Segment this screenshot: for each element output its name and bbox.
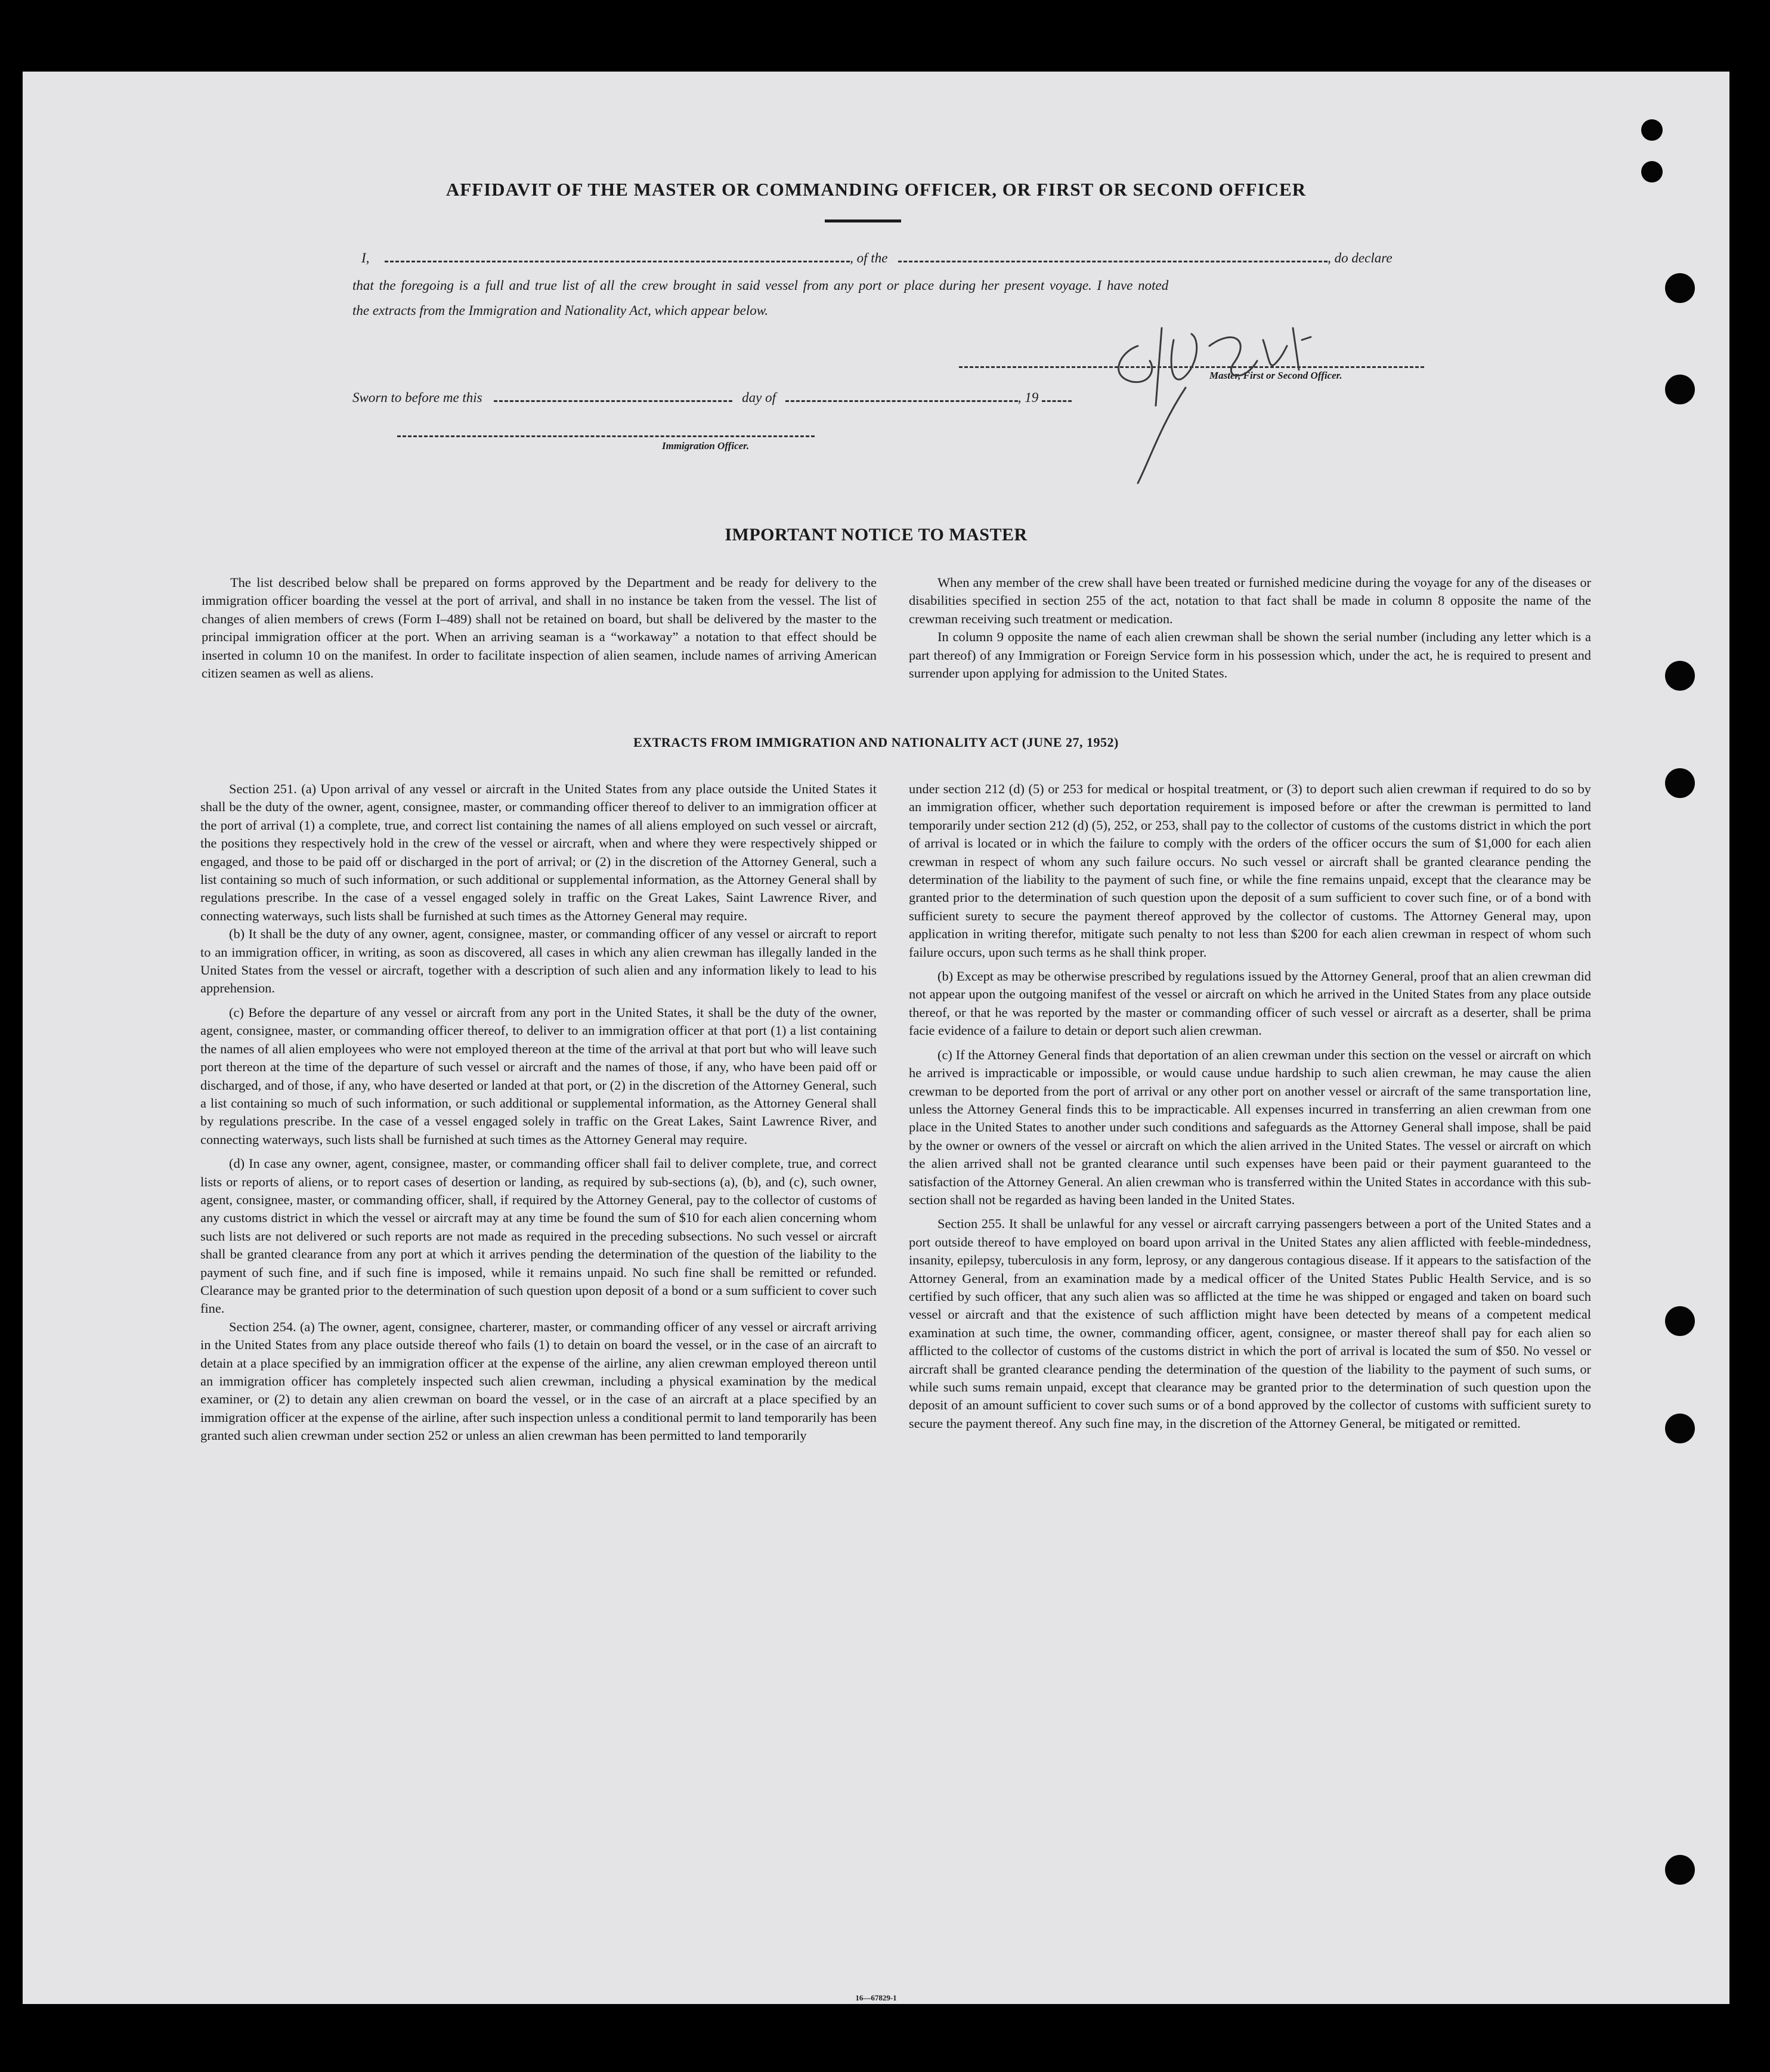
extract-paragraph: Section 255. It shall be unlawful for any vessel or aircraft carrying passengers between a port of the United States and a port outside thereof to have employed on board upon arrival in the United States any alien afflicted with feeble-mindedness, insanity, epilepsy, tuberculosis in any form, leprosy, or any dangerous contagious disease. If it appears to the satisfaction of the Attorney General, from an examination made by a medical officer of the United States Public Health Service, and is so certified by such officer, that any such alien was so afflicted at the time he was shipped or engaged and taken on board such vessel or aircraft and that the existence of such affliction might have been detected by means of a competent medical examination at such time, the owner, commanding officer, agent, consignee, or master thereof shall pay for each alien so afflicted to the collector of customs of the customs district in which the port of arrival is located the sum of $50. No vessel or aircraft shall be granted clearance pending the determination of the question of the liability to the payment of such sums, or while such sums remain unpaid, except that clearance may be granted prior to the determination of such question upon the deposit of an amount sufficient to cover such sums or of a bond approved by the collector of customs with sufficient surety to secure the payment thereof. Any such fine may, in the discretion of the Attorney General, be mitigated or remitted. [909,1216,1591,1431]
sworn-year-field[interactable] [1042,393,1072,402]
form-number: 16—67829-1 [855,1993,897,2002]
extracts-right-column [909,780,1591,1439]
title-divider [825,219,901,222]
year-label: , 19 [1017,390,1039,405]
notice-right-column [909,574,1591,688]
vessel-name-field[interactable] [898,253,1328,262]
extract-paragraph: (c) If the Attorney General finds that deportation of an alien crewman under this section on the vessel or aircraft on which he arrived is impracticable or impossible, or would cause undue hardship to such alien crewman, he may cause the alien crewman to be deported from the port of arrival or any other port on another vessel or aircraft of the same transportation line, unless the Attorney General finds this to be impracticable. All expenses incurred in transferring an alien crewman from one place in the United States to another under such conditions and safeguards as the Attorney General shall impose, shall be paid by the owner or owners of the vessel or aircraft on which the alien arrived in the United States. The vessel or aircraft on which the alien arrived shall not be granted clearance until such expenses have been paid or their payment guaranteed to the satisfaction of the Attorney General. An alien crewman who is transferred within the United States in accordance with this sub-section shall not be regarded as having been landed in the United States. [909,1047,1591,1207]
declarant-label: I, [361,251,370,265]
extracts-title: EXTRACTS FROM IMMIGRATION AND NATIONALITY ACT (JUNE 27, 1952) [633,735,1119,750]
extract-paragraph: Section 254. (a) The owner, agent, consignee, charterer, master, or commanding officer of any vessel or aircraft arriving in the United States from any place outside thereof who fails (1) to detain on board the vessel, or in the case of an aircraft to detain at a place specified by an immigration officer at the expense of the airline, any alien crewman employed thereon until an immigration officer has completely inspected such alien crewman, including a physical examination by the medical examiner, or (2) to detain any alien crewman on board the vessel, or in the case of an aircraft at a place specified by an immigration officer at the expense of the airline, after such inspection unless a conditional permit to land temporarily has been granted such alien crewman under section 252 or unless an alien crewman has been permitted to land temporarily [200,1319,877,1443]
binder-hole [1665,768,1695,798]
extract-paragraph: (d) In case any owner, agent, consignee, master, or commanding officer shall fail to deliver complete, true, and correct lists or reports of aliens, or to report cases of desertion or landing, as required by sub-sections (a), (b), and (c), such owner, agent, consignee, master, or commanding officer, shall, if required by the Attorney General, pay to the collector of customs of any customs district in which the vessel or aircraft may at any time be found the sum of $10 for each alien concerning whom such lists are not delivered or such reports are not made as required in the preceding subsections. No such vessel or aircraft shall be granted clearance from any port at which it arrives pending the determination of the question of the liability to the payment of such fine, and if such fine is imposed, while it remains unpaid. No such fine shall be remitted or refunded. Clearance may be granted prior to the determination of such question upon deposit of a bond or a sum sufficient to cover such fine. [200,1156,877,1316]
declaration-line [361,245,1393,272]
binder-hole [1641,119,1663,141]
master-caption: Master, First or Second Officer. [1209,370,1342,381]
day-of-label: day of [742,390,776,405]
sworn-month-field[interactable] [785,393,1018,402]
declare-label: , do declare [1328,251,1393,265]
declaration-text-line-2: that the foregoing is a full and true list of all the crew brought in said vessel from any port or place during her present voyage. I have noted [352,278,1169,293]
extract-paragraph: Section 251. (a) Upon arrival of any vessel or aircraft in the United States from any place outside the United States it shall be the duty of the owner, agent, consignee, master, or commanding officer thereof to deliver to an immigration officer at the port of arrival (1) a complete, true, and correct list containing the names of all aliens employed on such vessel or aircraft, the positions they respectively hold in the crew of the vessel or aircraft, when and where they were respectively shipped or engaged, and those to be paid off or discharged in the port of arrival; or (2) in the discretion of the Attorney General, such a list containing so much of such information, or such additional or supplemental information, as the Attorney General shall by regulations prescribe. In the case of a vessel engaged solely in traffic on the Great Lakes, Saint Lawrence River, and connecting waterways, such lists shall be furnished at such times as the Attorney General may require. [200,781,877,923]
notice-paragraph: In column 9 opposite the name of each alien crewman shall be shown the serial number (including any letter which is a part thereof) of any Immigration or Foreign Service form in his possession which, under the act, he is required to present and surrender upon applying for admission to the United States. [909,629,1591,681]
binder-hole [1665,1855,1695,1885]
binder-hole [1665,273,1695,303]
handwritten-signature [1096,304,1347,495]
extract-paragraph: (b) It shall be the duty of any owner, agent, consignee, master, or commanding officer of any vessel or aircraft to report to an immigration officer, in writing, as soon as discovered, all cases in which any alien crewman has illegally landed in the United States from the vessel or aircraft, together with a description of such alien and any information likely to lead to his apprehension. [200,926,877,996]
sworn-day-field[interactable] [494,393,732,402]
declaration-text-line-3: the extracts from the Immigration and Nationality Act, which appear below. [352,303,769,318]
extract-paragraph: (c) Before the departure of any vessel or aircraft from any port in the United States, it shall be the duty of the owner, agent, consignee, master, or commanding officer thereof, to deliver to an immigration officer at that port (1) a list containing the names of all alien employees who were not employed thereon at the time of the arrival at that port but who will leave such port thereon at the time of the departure of such vessel or aircraft and the names of those, if any, who have been paid off or discharged, and of those, if any, who have deserted or landed at that port, or (2) in the discretion of the Attorney General, such a list containing so much of such information, or such additional or supplemental information, as the Attorney General shall by regulations prescribe. In the case of a vessel engaged solely in traffic on the Great Lakes, Saint Lawrence River, and connecting waterways, such lists shall be furnished at such times as the Attorney General may require. [200,1004,877,1147]
binder-hole [1665,1414,1695,1443]
notice-title: IMPORTANT NOTICE TO MASTER [725,525,1028,545]
vessel-label: , of the [850,251,888,265]
officer-caption: Immigration Officer. [662,440,750,451]
binder-hole [1665,1306,1695,1336]
extract-paragraph: under section 212 (d) (5) or 253 for medical or hospital treatment, or (3) to deport such alien crewman if required to do so by an immigration officer, whether such deportation requirement is imposed before or after the crewman is permitted to land temporarily under section 212 (d) (5), 252, or 253, shall pay to the collector of customs of the customs district in which the port of arrival is located or in which the failure to comply with the orders of the officer occurs the sum of $1,000 for each alien crewman in respect of whom any such failure occurs. No such vessel or aircraft shall be granted clearance pending the determination of the liability to the payment of such fine, or while the fine remains unpaid, except that the clearance may be granted prior to the determination of such question upon the deposit of a sum sufficient to cover such fine, or of a bond with sufficient surety to secure the payment thereof approved by the collector of customs. The Attorney General may, upon application in writing therefor, mitigate such penalty to not less than $200 for each alien crewman in respect of whom such failure occurs, upon such terms as he shall think proper. [909,781,1591,960]
declarant-name-field[interactable] [385,253,850,262]
document-page [23,72,1729,2004]
immigration-officer-signature-field[interactable] [397,428,815,437]
binder-hole [1665,375,1695,404]
sworn-label: Sworn to before me this [352,390,482,405]
extract-paragraph: (b) Except as may be otherwise prescribed by regulations issued by the Attorney General, proof that an alien crewman did not appear upon the outgoing manifest of the vessel or aircraft on which he arrived in the United States from any place outside thereof, or that he was reported by the master or commanding officer of such vessel or aircraft as a deserter, shall be prima facie evidence of a failure to detain or deport such alien crewman. [909,969,1591,1038]
extracts-left-column [200,780,877,1451]
notice-left-column [202,574,877,688]
notice-paragraph: The list described below shall be prepared on forms approved by the Department and be ready for delivery to the immigration officer boarding the vessel at the port of arrival, and shall in no instance be taken from the vessel. The list of changes of alien members of crews (Form I–489) shall not be retained on board, but shall be delivered by the master to the principal immigration officer at the port. When an arriving seaman is a “workaway” a notation to that effect should be inserted in column 10 on the manifest. In order to facilitate inspection of alien seamen, include names of arriving American citizen seamen as well as aliens. [202,575,877,681]
binder-hole [1665,661,1695,691]
notice-paragraph: When any member of the crew shall have been treated or furnished medicine during the voyage for any of the diseases or disabilities specified in section 255 of the act, notation to that fact shall be made in column 8 opposite the name of the crewman receiving such treatment or medication. [909,575,1591,626]
sworn-line [352,384,1072,412]
affidavit-title: AFFIDAVIT OF THE MASTER OR COMMANDING OFFICER, OR FIRST OR SECOND OFFICER [445,179,1307,200]
